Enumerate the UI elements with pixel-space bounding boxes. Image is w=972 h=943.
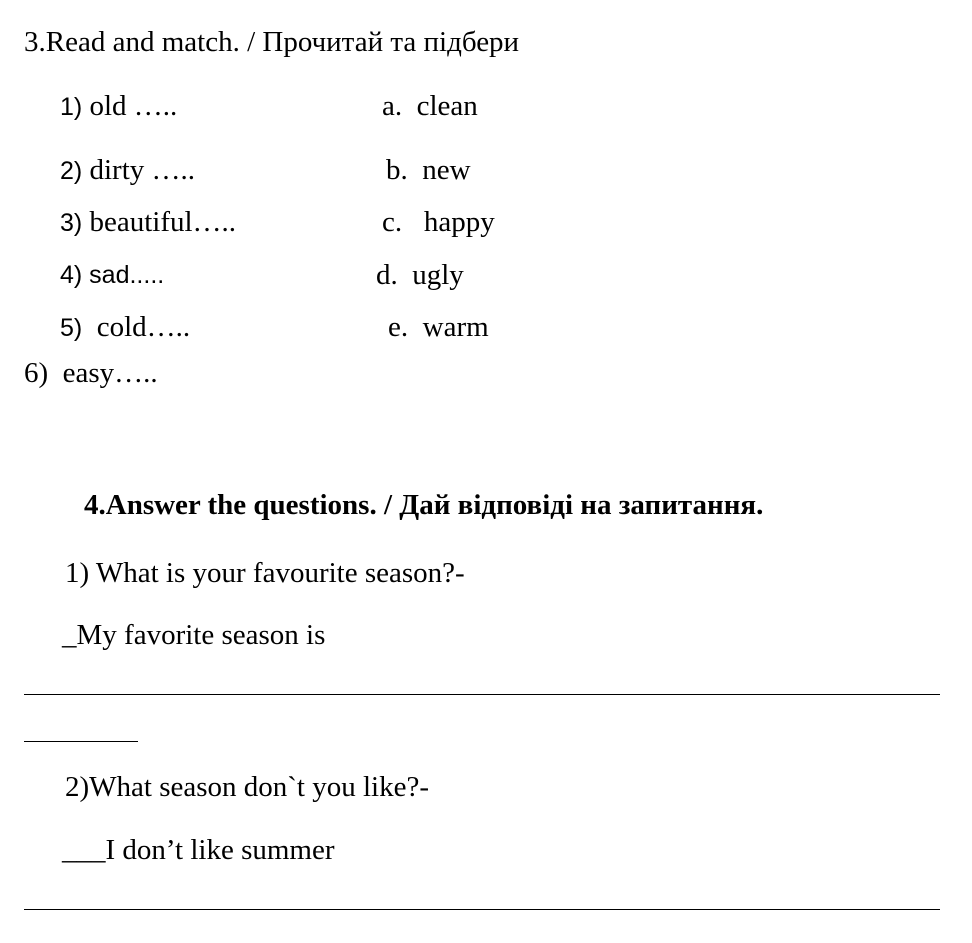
match-right-item-c [382, 205, 495, 239]
item-text: dirty ….. [82, 154, 196, 186]
item-number: 4) [60, 261, 83, 289]
answer-line [24, 909, 940, 910]
task4-heading: 4.Answer the questions. / Дай відповіді на запитання. [84, 489, 764, 521]
item-text: happy [416, 206, 495, 238]
match-left-item-6: 6) easy….. [24, 357, 158, 389]
item-text: beautiful….. [82, 206, 237, 238]
item-number: 2) [60, 157, 83, 185]
match-right-item-a [382, 89, 478, 123]
item-letter: c. [382, 206, 403, 238]
match-left-item-2 [60, 153, 195, 188]
item-text: new [422, 154, 471, 186]
match-right-item-b [386, 153, 471, 187]
task3-heading: 3.Read and match. / Прочитай та підбери [24, 26, 520, 58]
item-letter: d. [376, 259, 398, 291]
answer-2[interactable]: ___I don’t like summer [62, 834, 335, 866]
item-text: warm [422, 311, 489, 343]
item-letter: a. [382, 90, 403, 122]
item-letter: e. [388, 311, 409, 343]
match-left-item-1 [60, 89, 177, 124]
match-left-item-3 [60, 205, 236, 240]
item-number: 1) [60, 93, 83, 121]
match-left-item-5 [60, 310, 190, 345]
answer-1[interactable]: _My favorite season is [62, 619, 326, 651]
item-text: clean [416, 90, 478, 122]
match-left-item-4 [60, 258, 164, 292]
item-text: ugly [412, 259, 464, 291]
item-text: old ….. [82, 90, 178, 122]
item-text: cold….. [82, 311, 191, 343]
item-letter: b. [386, 154, 408, 186]
question-2: 2)What season don`t you like?- [65, 771, 430, 803]
item-number: 5) [60, 314, 83, 342]
question-1: 1) What is your favourite season?- [65, 557, 465, 589]
answer-line [24, 694, 940, 695]
item-number: 3) [60, 209, 83, 237]
answer-line [24, 741, 138, 742]
item-text: sad..... [82, 261, 165, 289]
match-right-item-d [376, 258, 464, 292]
match-right-item-e [388, 310, 489, 344]
